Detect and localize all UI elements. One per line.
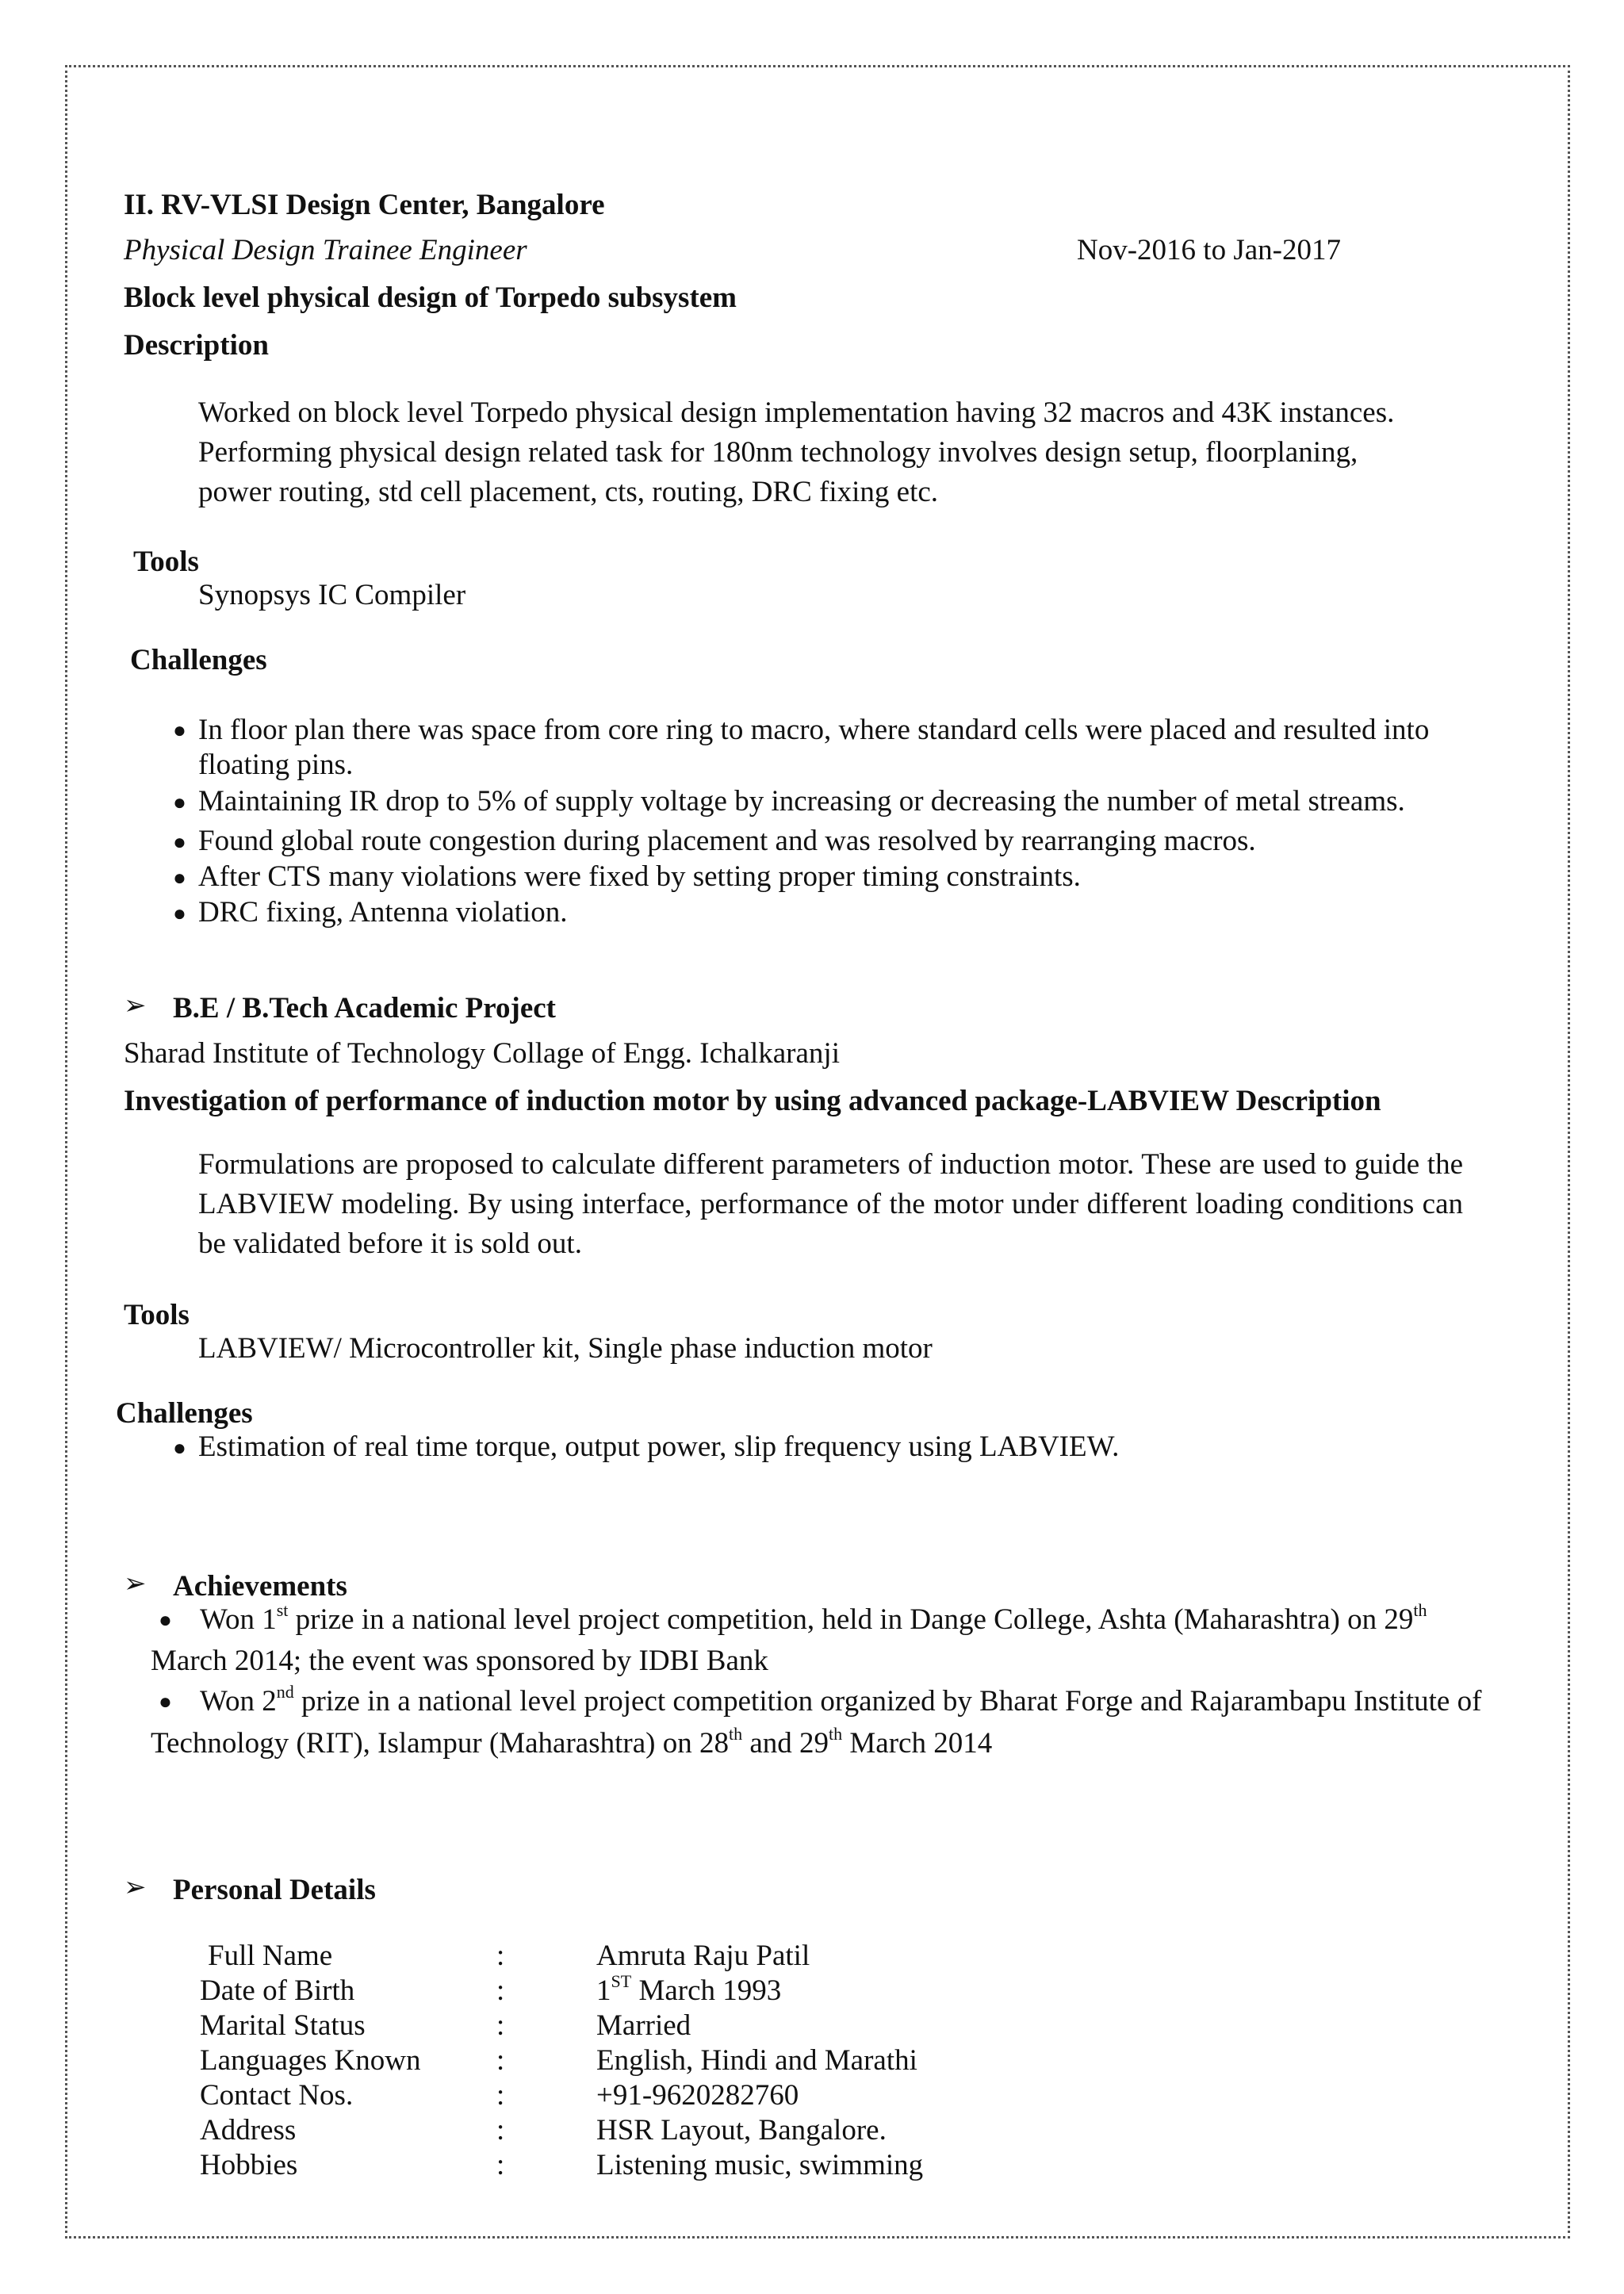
- personal-value-languages: English, Hindi and Marathi: [596, 2044, 917, 2077]
- bullet-icon: ●: [173, 866, 186, 890]
- bullet-icon: ●: [159, 1690, 172, 1714]
- academic-tools-label: Tools: [124, 1299, 190, 1331]
- bullet-icon: ●: [173, 1436, 186, 1461]
- personal-colon: :: [496, 2079, 505, 2112]
- work-challenge-item: Maintaining IR drop to 5% of supply voltage by increasing or decreasing the number of metal streams.: [198, 785, 1405, 818]
- personal-label-hobbies: Hobbies: [200, 2149, 298, 2181]
- work-description-line: power routing, std cell placement, cts, routing, DRC fixing etc.: [198, 476, 939, 508]
- personal-value-marital-status: Married: [596, 2009, 691, 2042]
- personal-value-date-of-birth: 1ST March 1993: [596, 1970, 782, 2007]
- work-challenge-item: After CTS many violations were fixed by setting proper timing constraints.: [198, 860, 1081, 893]
- bullet-icon: ●: [173, 791, 186, 815]
- personal-colon: :: [496, 1974, 505, 2007]
- arrow-bullet-icon: ➢: [124, 1568, 147, 1599]
- work-tools-label: Tools: [133, 546, 199, 578]
- arrow-bullet-icon: ➢: [124, 1871, 147, 1903]
- personal-value-address: HSR Layout, Bangalore.: [596, 2114, 887, 2147]
- personal-colon: :: [496, 2044, 505, 2077]
- personal-colon: :: [496, 2114, 505, 2147]
- achievement-item-continued: Technology (RIT), Islampur (Maharashtra) on 28th and 29th March 2014: [151, 1723, 993, 1760]
- work-role: Physical Design Trainee Engineer: [124, 234, 527, 266]
- academic-project-title: Investigation of performance of induction motor by using advanced package-LABVIEW Description: [124, 1085, 1381, 1117]
- achievement-item: Won 2nd prize in a national level project competition organized by Bharat Forge and Rajarambapu Institute of: [200, 1681, 1482, 1718]
- personal-label-full-name: Full Name: [208, 1940, 333, 1972]
- personal-label-contact: Contact Nos.: [200, 2079, 354, 2112]
- academic-tools-value: LABVIEW/ Microcontroller kit, Single phase induction motor: [198, 1332, 933, 1365]
- achievement-item-continued: March 2014; the event was sponsored by IDBI Bank: [151, 1645, 768, 1677]
- personal-colon: :: [496, 2009, 505, 2042]
- work-heading: II. RV-VLSI Design Center, Bangalore: [124, 189, 605, 221]
- bullet-icon: ●: [173, 830, 186, 855]
- work-challenge-item: DRC fixing, Antenna violation.: [198, 896, 568, 929]
- work-tools-value: Synopsys IC Compiler: [198, 579, 466, 611]
- personal-value-contact: +91-9620282760: [596, 2079, 799, 2112]
- work-description-line: Worked on block level Torpedo physical design implementation having 32 macros and 43K instances.: [198, 396, 1395, 429]
- personal-heading: Personal Details: [173, 1874, 376, 1906]
- academic-heading: B.E / B.Tech Academic Project: [173, 992, 556, 1024]
- bullet-icon: ●: [159, 1608, 172, 1633]
- bullet-icon: ●: [173, 718, 186, 743]
- personal-label-address: Address: [200, 2114, 297, 2147]
- achievements-heading: Achievements: [173, 1570, 347, 1603]
- academic-description: Formulations are proposed to calculate different parameters of induction motor. These are used to guide the LABVIEW modeling. By using interface, performance of the motor under different loading conditions can be validated before it is sold out.: [198, 1148, 1463, 1260]
- academic-institute: Sharad Institute of Technology Collage of Engg. Ichalkaranji: [124, 1037, 840, 1070]
- achievement-item: Won 1st prize in a national level project competition, held in Dange College, Ashta (Maharashtra) on 29th: [200, 1599, 1427, 1636]
- work-challenge-item: Found global route congestion during placement and was resolved by rearranging macros.: [198, 825, 1256, 857]
- work-challenge-item: In floor plan there was space from core ring to macro, where standard cells were placed and resulted into: [198, 714, 1430, 746]
- work-challenges-label: Challenges: [130, 644, 267, 676]
- personal-label-date-of-birth: Date of Birth: [200, 1974, 355, 2007]
- personal-colon: :: [496, 1940, 505, 1972]
- work-project-title: Block level physical design of Torpedo subsystem: [124, 281, 737, 314]
- personal-value-hobbies: Listening music, swimming: [596, 2149, 924, 2181]
- academic-challenge-item: Estimation of real time torque, output power, slip frequency using LABVIEW.: [198, 1430, 1120, 1463]
- personal-label-languages: Languages Known: [200, 2044, 421, 2077]
- personal-value-full-name: Amruta Raju Patil: [596, 1940, 810, 1972]
- personal-label-marital-status: Marital Status: [200, 2009, 366, 2042]
- work-dates: Nov-2016 to Jan-2017: [1077, 234, 1341, 266]
- work-description-label: Description: [124, 329, 269, 362]
- bullet-icon: ●: [173, 902, 186, 926]
- academic-challenges-label: Challenges: [116, 1397, 253, 1430]
- work-challenge-item-continued: floating pins.: [198, 749, 354, 781]
- work-description-line: Performing physical design related task for 180nm technology involves design setup, floorplaning,: [198, 436, 1358, 469]
- personal-colon: :: [496, 2149, 505, 2181]
- arrow-bullet-icon: ➢: [124, 990, 147, 1021]
